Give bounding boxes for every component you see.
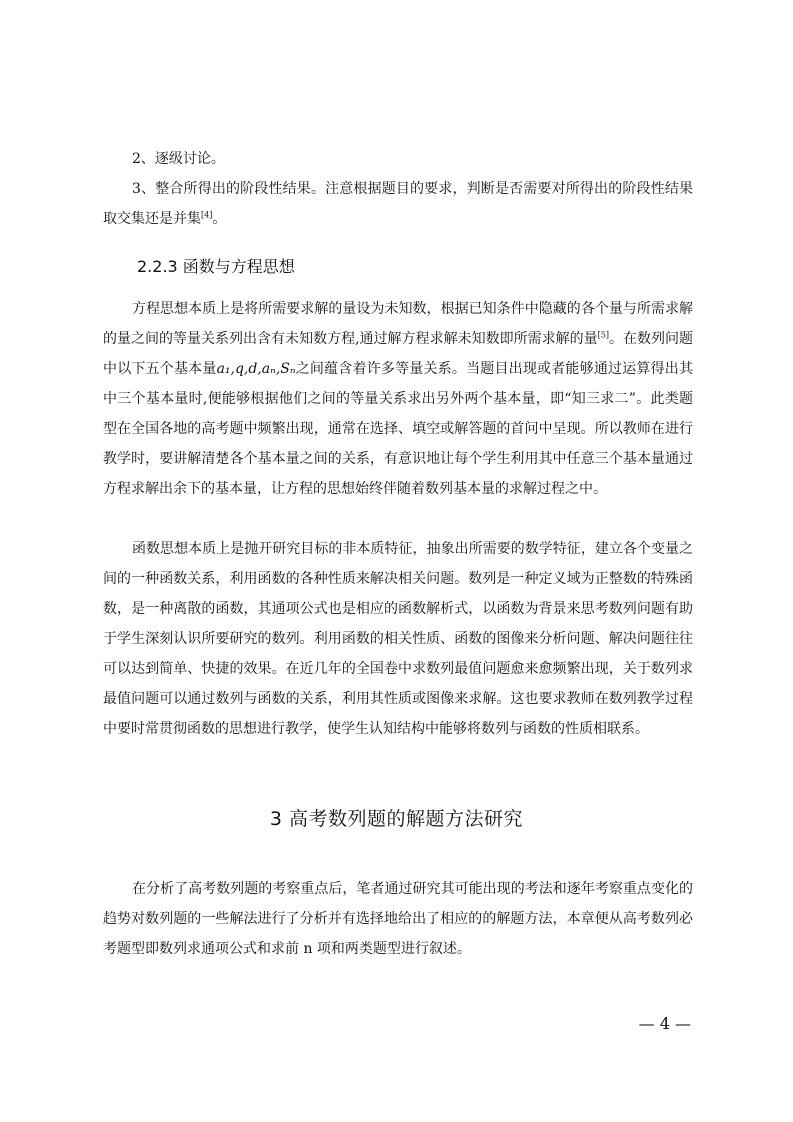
section-heading-2-2-3: 2.2.3 函数与方程思想 (137, 257, 295, 276)
paragraph-text: 之间蕴含着许多等量关系。当题目出现或者能够通过运算得出其中三个基本量时,便能够根据他们之间的等量关系求出另外两个基本量，即“知三求二”。此类题型在全国各地的高考题中频繁出现，通常在选择、填空或解答题的首问中呈现。所以教师在进行教学时，要讲解清楚各个基本量之间的关系，有意识地让每个学生利用其中任意三个基本量通过方程求解出余下的基本量，让方程的思想始终伴随着数列基本量的求解过程之中。 (103, 361, 693, 497)
list-item-2 (103, 144, 693, 174)
list-item-3-text: 3、整合所得出的阶段性结果。注意根据题目的要求，判断是否需要对所得出的阶段性结果取交集还是并集 (103, 181, 693, 227)
paragraph-function-thinking: 函数思想本质上是抛开研究目标的非本质特征，抽象出所需要的数学特征，建立各个变量之间的一种函数关系，利用函数的各种性质来解决相关问题。数列是一种定义域为正整数的特殊函数，是一种离散的函数，其通项公式也是相应的函数解析式，以函数为背景来思考数列问题有助于学生深刻认识所要研究的数列。利用函数的相关性质、函数的图像来分析问题、解决问题往往可以达到简单、快捷的效果。在近几年的全国卷中求数列最值问题愈来愈频繁出现，关于数列求最值问题可以通过数列与函数的关系，利用其性质或图像来求解。这也要求教师在数列教学过程中要时常贯彻函数的思想进行教学，使学生认知结构中能够将数列与函数的性质相联系。 (103, 541, 693, 737)
page-number: — 4 — (638, 1014, 691, 1033)
citation-ref-4: [4] (201, 210, 213, 220)
list-item-2-text: 2、逐级讨论。 (132, 151, 225, 167)
paragraph-text: 方程思想本质上是将所需要求解的量设为未知数，根据已知条件中隐藏的各个量与所需求解的量之间的等量关系列出含有未知数方程,通过解方程求解未知数即所需求解的量 (103, 301, 693, 347)
paragraph-text: 。在数列问题中以下五个基本量 (103, 331, 693, 377)
paragraph-equation-thinking (103, 294, 693, 504)
chapter-heading-3: 3 高考数列题的解题方法研究 (269, 808, 524, 830)
paragraph-chapter-intro: 在分析了高考数列题的考察重点后，笔者通过研究其可能出现的考法和逐年考察重点变化的趋势对数列题的一些解法进行了分析并有选择地给出了相应的的解题方法，本章便从高考数列必考题型即数列求通项公式和求前 n 项和两类题型进行叙述。 (103, 881, 693, 957)
list-item-3-end: 。 (212, 211, 227, 227)
citation-ref-5: [5] (597, 330, 609, 340)
list-item-3 (103, 174, 693, 234)
basic-quantities-formula: a₁,q,d,aₙ,Sₙ (216, 361, 296, 377)
